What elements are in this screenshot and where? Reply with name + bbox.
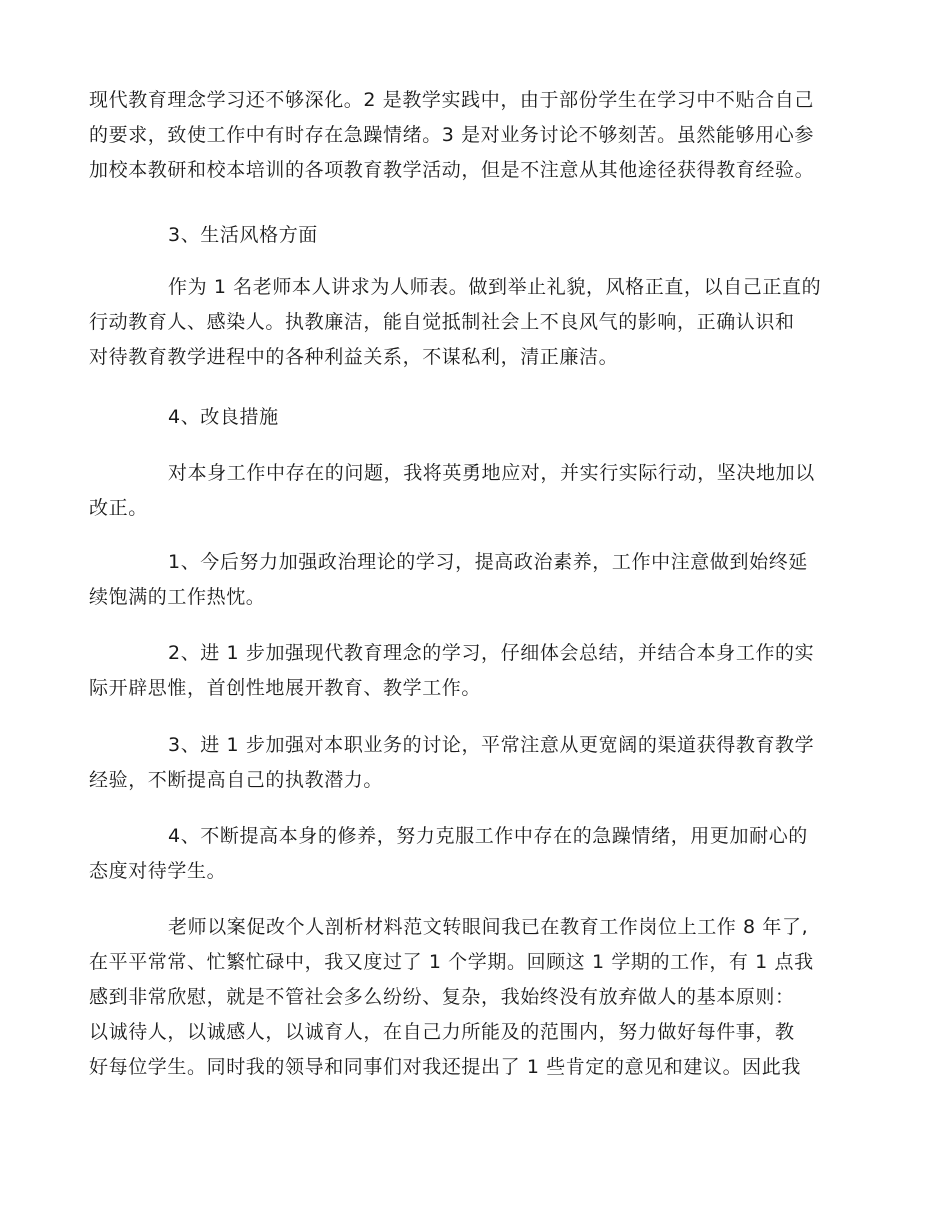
paragraph-education-shortcomings [89, 83, 861, 188]
list-item-1 [89, 545, 861, 615]
text-line: 改正。 [89, 497, 148, 519]
text-line: 的要求，致使工作中有时存在急躁情绪。3 是对业务讨论不够刻苦。虽然能够用心参 [89, 124, 814, 146]
text-line: 现代教育理念学习还不够深化。2 是教学实践中，由于部份学生在学习中不贴合自己 [89, 89, 814, 111]
section-heading-lifestyle [89, 218, 861, 253]
text-line: 3、进 1 步加强对本职业务的讨论，平常注意从更宽阔的渠道获得教育教学 [168, 734, 815, 756]
text-line: 作为 1 名老师本人讲求为人师表。做到举止礼貌，风格正直，以自己正直的 [168, 276, 822, 298]
section-heading-improvement [89, 400, 861, 435]
heading-text: 4、改良措施 [168, 406, 279, 428]
heading-text: 3、生活风格方面 [168, 224, 318, 246]
paragraph-self-analysis [89, 910, 861, 1085]
text-line: 经验，不断提高自己的执教潜力。 [89, 769, 384, 791]
text-line: 好每位学生。同时我的领导和同事们对我还提出了 1 些肯定的意见和建议。因此我 [89, 1056, 801, 1078]
text-line: 2、进 1 步加强现代教育理念的学习，仔细体会总结，并结合本身工作的实 [168, 642, 815, 664]
text-line: 际开辟思惟，首创性地展开教育、教学工作。 [89, 677, 482, 699]
text-line: 加校本教研和校本培训的各项教育教学活动，但是不注意从其他途径获得教育经验。 [89, 159, 815, 181]
text-line: 感到非常欣慰，就是不管社会多么纷纷、复杂，我始终没有放弃做人的基本原则： [89, 986, 795, 1008]
text-line: 老师以案促改个人剖析材料范文转眼间我已在教育工作岗位上工作 8 年了, [168, 916, 809, 938]
paragraph-improvement-intro [89, 456, 861, 526]
paragraph-lifestyle [89, 270, 861, 375]
text-line: 行动教育人、感染人。执教廉洁，能自觉抵制社会上不良风气的影响，正确认识和 [89, 311, 795, 333]
text-line: 在平平常常、忙繁忙碌中，我又度过了 1 个学期。回顾这 1 学期的工作，有 1 点我 [89, 951, 814, 973]
list-item-2 [89, 636, 861, 706]
text-line: 4、不断提高本身的修养，努力克服工作中存在的急躁情绪，用更加耐心的 [168, 825, 808, 847]
list-item-4 [89, 819, 861, 889]
text-line: 态度对待学生。 [89, 860, 227, 882]
text-line: 对待教育教学进程中的各种利益关系，不谋私利，清正廉洁。 [89, 346, 619, 368]
text-line: 续饱满的工作热忱。 [89, 586, 266, 608]
text-line: 以诚待人，以诚感人，以诚育人，在自己力所能及的范围内，努力做好每件事，教 [89, 1021, 795, 1043]
text-line: 1、今后努力加强政治理论的学习，提高政治素养，工作中注意做到始终延 [168, 551, 808, 573]
list-item-3 [89, 728, 861, 798]
text-line: 对本身工作中存在的问题，我将英勇地应对，并实行实际行动，坚决地加以 [168, 462, 815, 484]
